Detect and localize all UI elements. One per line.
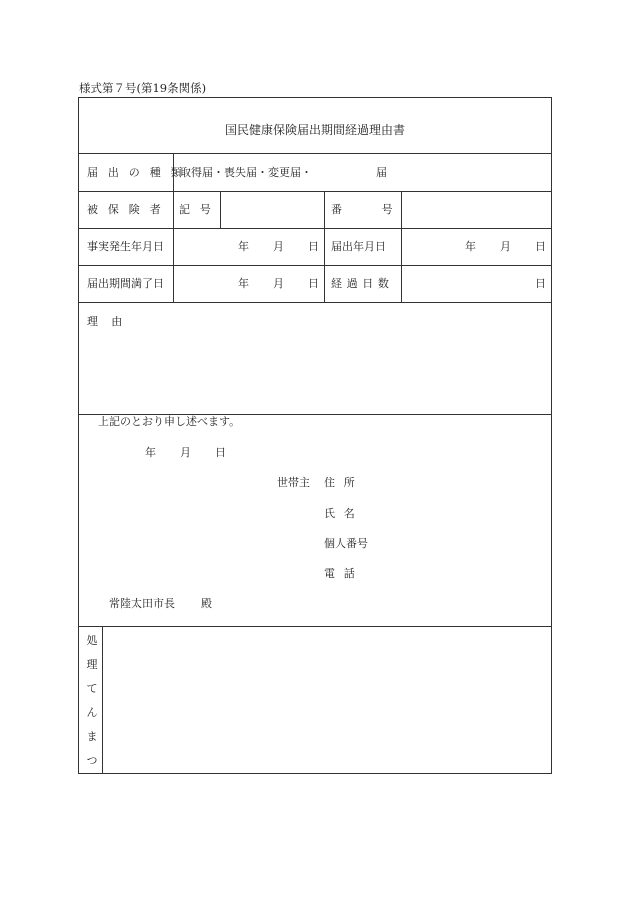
processing-char: ん — [86, 706, 98, 719]
rule — [102, 626, 103, 773]
processing-notes-field[interactable] — [104, 627, 550, 772]
month-label: 月 — [273, 240, 284, 253]
reason-form — [78, 97, 552, 774]
decl-year-label: 年 — [145, 446, 156, 459]
year-label: 年 — [238, 277, 249, 290]
day-label: 日 — [535, 277, 546, 290]
form-number-caption: 様式第７号(第19条関係) — [79, 81, 207, 95]
processing-char: ま — [86, 730, 98, 743]
phone-label: 電話 — [324, 567, 364, 580]
rule — [324, 191, 325, 302]
processing-char: 処 — [86, 634, 98, 647]
rule — [79, 265, 551, 266]
number-field[interactable] — [402, 192, 550, 227]
filing-date-label: 届出年月日 — [331, 240, 386, 253]
day-label: 日 — [535, 240, 546, 253]
elapsed-days-label: 経過日数 — [331, 277, 394, 290]
decl-month-label: 月 — [180, 446, 191, 459]
symbol-label: 記号 — [179, 203, 221, 216]
type-suffix: 届 — [376, 166, 387, 179]
processing-char: 理 — [86, 658, 98, 671]
month-label: 月 — [273, 277, 284, 290]
processing-char: て — [86, 682, 98, 695]
reason-field[interactable] — [80, 330, 550, 412]
year-label: 年 — [465, 240, 476, 253]
rule — [79, 228, 551, 229]
household-head-label: 世帯主 — [277, 476, 310, 489]
type-label: 届出の種類 — [87, 166, 192, 179]
reason-label: 理由 — [87, 315, 136, 328]
month-label: 月 — [500, 240, 511, 253]
declaration-statement: 上記のとおり申し述べます。 — [98, 415, 241, 428]
rule — [79, 153, 551, 154]
rule — [79, 302, 551, 303]
day-label: 日 — [308, 240, 319, 253]
my-number-label: 個人番号 — [324, 537, 368, 550]
year-label: 年 — [238, 240, 249, 253]
number-label: 番号 — [331, 203, 433, 216]
honorific-label: 殿 — [201, 597, 212, 610]
event-date-label: 事実発生年月日 — [87, 240, 164, 253]
deadline-date-label: 届出期間満了日 — [87, 277, 164, 290]
decl-day-label: 日 — [215, 446, 226, 459]
addressee-label: 常陸太田市長 — [109, 597, 175, 610]
name-label: 氏名 — [324, 507, 364, 520]
type-options: 取得届・喪失届・変更届・ — [180, 166, 312, 179]
form-title: 国民健康保険届出期間経過理由書 — [224, 123, 405, 137]
day-label: 日 — [308, 277, 319, 290]
insured-label: 被保険者 — [87, 203, 171, 216]
symbol-field[interactable] — [221, 192, 323, 227]
processing-char: つ — [86, 754, 98, 767]
address-label: 住所 — [324, 476, 364, 489]
